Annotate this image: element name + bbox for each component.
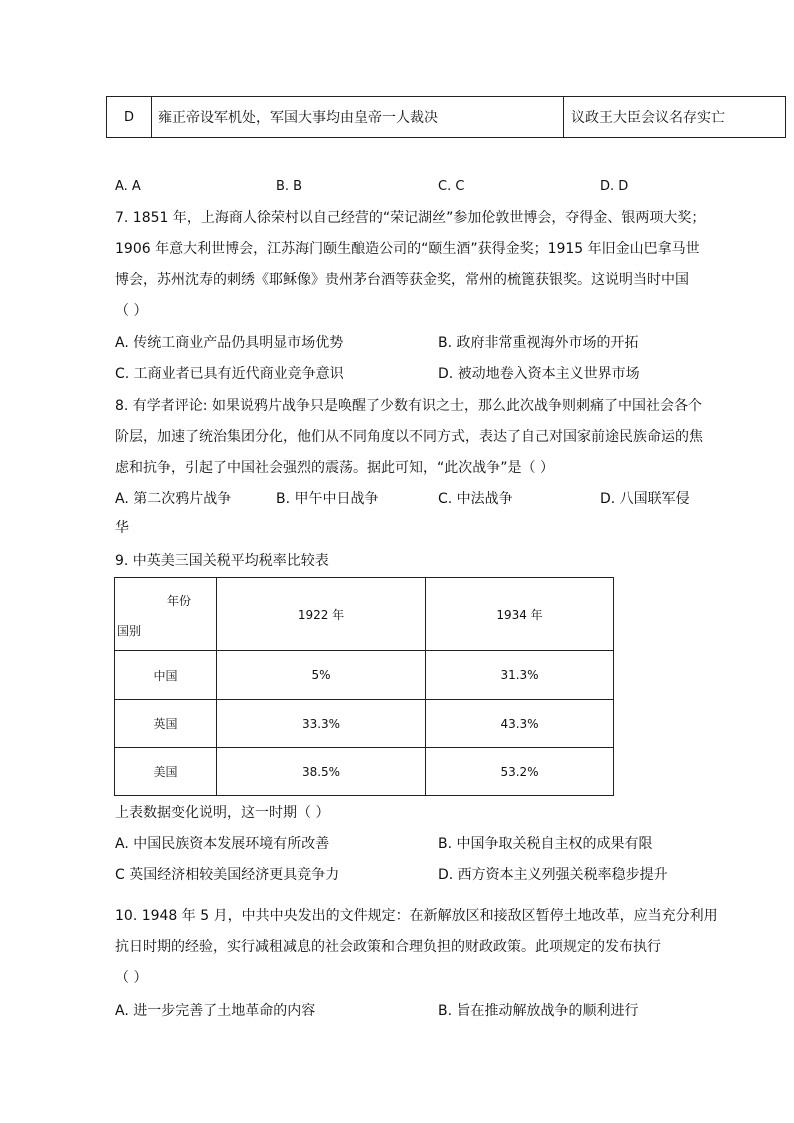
q9-title: 9. 中英美三国关税平均税率比较表 <box>115 553 329 569</box>
q10-line-1: 10. 1948 年 5 月，中共中央发出的文件规定：在新解放区和接敌区暂停土地改革，应当充分利用 <box>115 908 718 924</box>
q7-line-3: 博会，苏州沈寿的刺绣《耶稣像》贵州茅台酒等获金奖，常州的梳篦获银奖。这说明当时中国 <box>115 272 689 288</box>
header-year-label: 年份 <box>167 593 192 608</box>
q9-option-a[interactable]: A. 中国民族资本发展环境有所改善 <box>115 836 330 852</box>
q10-option-b[interactable]: B. 旨在推动解放战争的顺利进行 <box>438 1003 639 1019</box>
row-china-1934: 31.3% <box>500 668 539 682</box>
q10-option-a[interactable]: A. 进一步完善了土地革命的内容 <box>115 1003 316 1019</box>
header-year-1934: 1934 年 <box>496 607 543 622</box>
tariff-table <box>114 577 614 796</box>
q7-line-2: 1906 年意大利世博会，江苏海门颐生酿造公司的“颐生酒”获得金奖；1915 年旧金山巴拿马世 <box>115 241 700 257</box>
q8-option-d[interactable]: D. 八国联军侵 <box>600 491 690 507</box>
q7-line-1: 7. 1851 年，上海商人徐荣村以自己经营的“荣记湖丝”参加伦敦世博会，夺得金、银两项大奖； <box>115 210 706 226</box>
table-cell-result: 议政王大臣会议名存实亡 <box>571 110 725 126</box>
header-country-label: 国别 <box>117 623 142 638</box>
q6-option-a[interactable]: A. A <box>115 179 141 194</box>
q8-line-2: 阶层，加速了统治集团分化，他们从不同角度以不同方式，表达了自己对国家前途民族命运的焦 <box>115 429 703 445</box>
q6-option-c[interactable]: C. C <box>438 179 465 194</box>
q6-option-d[interactable]: D. D <box>600 179 629 194</box>
row-uk-1934: 43.3% <box>500 716 539 731</box>
q8-option-b[interactable]: B. 甲午中日战争 <box>276 491 379 507</box>
q8-line-3: 虑和抗争，引起了中国社会强烈的震荡。据此可知，“此次战争”是（ ） <box>115 460 554 476</box>
answer-table-row-d <box>106 96 786 138</box>
q9-question: 上表数据变化说明，这一时期（ ） <box>115 805 330 821</box>
q7-option-a[interactable]: A. 传统工商业产品仍具明显市场优势 <box>115 335 344 351</box>
row-us-1922: 38.5% <box>301 764 341 779</box>
table-cell-letter: D <box>107 97 152 137</box>
row-uk-1922: 33.3% <box>301 716 341 731</box>
row-china-1922: 5% <box>311 668 331 682</box>
row-us-1934: 53.2% <box>500 764 539 779</box>
q6-option-b[interactable]: B. B <box>276 179 303 194</box>
row-country-china: 中国 <box>153 668 178 683</box>
q8-option-c[interactable]: C. 中法战争 <box>438 491 513 507</box>
q8-line-1: 8. 有学者评论: 如果说鸦片战争只是唤醒了少数有识之士，那么此次战争则刺痛了中国社会各个 <box>115 398 702 414</box>
q10-answer-blank: （ ） <box>115 970 148 986</box>
q7-answer-blank: （ ） <box>115 303 148 319</box>
row-country-uk: 英国 <box>153 717 178 731</box>
q7-option-d[interactable]: D. 被动地卷入资本主义世界市场 <box>438 366 640 382</box>
q8-option-a[interactable]: A. 第二次鸦片战争 <box>115 491 232 507</box>
row-country-us: 美国 <box>153 765 178 779</box>
table-cell-event: 雍正帝设军机处，军国大事均由皇帝一人裁决 <box>152 97 564 137</box>
q7-option-b[interactable]: B. 政府非常重视海外市场的开拓 <box>438 335 639 351</box>
q9-option-c[interactable]: C 英国经济相较美国经济更具竞争力 <box>115 867 340 883</box>
q8-option-d-wrap: 华 <box>115 520 129 536</box>
q9-option-b[interactable]: B. 中国争取关税自主权的成果有限 <box>438 836 653 852</box>
q10-line-2: 抗日时期的经验，实行减租减息的社会政策和合理负担的财政政策。此项规定的发布执行 <box>115 939 661 955</box>
q7-option-c[interactable]: C. 工商业者已具有近代商业竞争意识 <box>115 366 344 382</box>
q9-option-d[interactable]: D. 西方资本主义列强关税率稳步提升 <box>438 867 668 883</box>
header-year-1922: 1922 年 <box>297 607 345 622</box>
